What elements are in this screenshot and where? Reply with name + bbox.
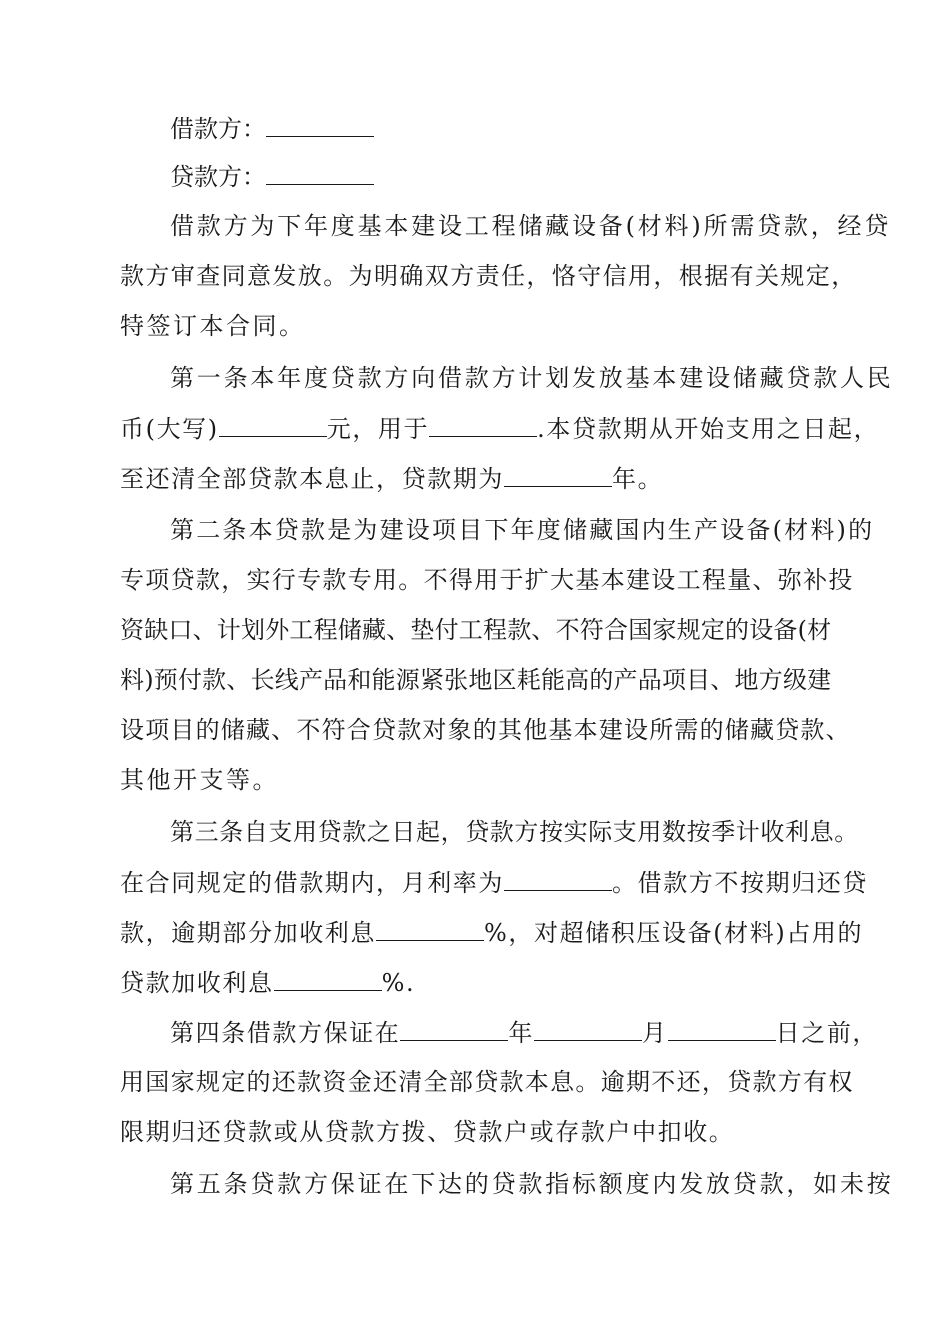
article1-line-3 — [120, 462, 663, 495]
article2-line-2: 专项贷款，实行专款专用。不得用于扩大基本建设工程量、弥补投 — [120, 566, 854, 594]
article1-l2-b: 元，用于 — [326, 415, 430, 443]
article3-line-3 — [120, 916, 863, 949]
article3-l2-a: 在合同规定的借款期内，月利率为 — [120, 869, 504, 897]
overdue-rate-blank[interactable] — [376, 916, 484, 941]
article3-l4-a: 贷款加收利息 — [120, 969, 274, 997]
article2-line-5: 设项目的储藏、不符合贷款对象的其他基本建设所需的储藏贷款、 — [120, 716, 851, 744]
borrower-line — [170, 112, 374, 145]
article1-l2-a: 币(大写) — [120, 415, 219, 443]
article1-l2-c: .本贷款期从开始支用之日起， — [537, 415, 880, 443]
article5-line-1: 第五条贷款方保证在下达的贷款指标额度内发放贷款，如未按 — [170, 1170, 894, 1198]
loan-amount-blank[interactable] — [219, 412, 327, 437]
loan-purpose-blank[interactable] — [429, 412, 537, 437]
article2-line-4: 料)预付款、长线产品和能源紧张地区耗能高的产品项目、地方级建 — [120, 666, 832, 694]
overstock-rate-blank[interactable] — [274, 966, 382, 991]
borrower-label: 借款方： — [170, 115, 266, 143]
article4-l1-b: 年 — [508, 1019, 535, 1047]
repay-month-blank[interactable] — [534, 1016, 642, 1041]
preamble-line-1: 借款方为下年度基本建设工程储藏设备(材料)所需贷款，经贷 — [170, 212, 892, 240]
article1-l3-a: 至还清全部贷款本息止，贷款期为 — [120, 465, 504, 493]
article4-l1-c: 月 — [642, 1019, 668, 1047]
article4-line-1 — [170, 1016, 878, 1049]
article2-line-1: 第二条本贷款是为建设项目下年度储藏国内生产设备(材料)的 — [170, 516, 875, 544]
lender-blank[interactable] — [266, 160, 374, 185]
article4-line-3: 限期归还贷款或从贷款方拨、贷款户或存款户中扣收。 — [120, 1118, 735, 1146]
lender-line — [170, 160, 374, 193]
article1-line-1: 第一条本年度贷款方向借款方计划发放基本建设储藏贷款人民 — [170, 364, 894, 392]
article3-l4-b: %. — [381, 969, 416, 997]
article1-l3-b: 年。 — [612, 465, 664, 493]
borrower-blank[interactable] — [266, 112, 374, 137]
repay-year-blank[interactable] — [400, 1016, 508, 1041]
loan-term-blank[interactable] — [504, 462, 612, 487]
article4-l1-a: 第四条借款方保证在 — [170, 1019, 401, 1047]
article3-l2-b: 。借款方不按期归还贷 — [612, 869, 868, 897]
article3-line-1: 第三条自支用贷款之日起，贷款方按实际支用数按季计收利息。 — [170, 818, 859, 846]
article1-line-2 — [120, 412, 879, 445]
article2-line-6: 其他开支等。 — [120, 766, 279, 794]
article4-line-2: 用国家规定的还款资金还清全部贷款本息。逾期不还，贷款方有权 — [120, 1068, 854, 1096]
article3-l3-b: %，对超储积压设备(材料)占用的 — [484, 919, 864, 947]
preamble-line-3: 特签订本合同。 — [120, 312, 306, 340]
lender-label: 贷款方： — [170, 163, 266, 191]
monthly-rate-blank[interactable] — [504, 866, 612, 891]
preamble-line-2: 款方审查同意发放。为明确双方责任，恪守信用，根据有关规定， — [120, 262, 857, 290]
article3-l3-a: 款，逾期部分加收利息 — [120, 919, 376, 947]
article3-line-4 — [120, 966, 415, 999]
article4-l1-d: 日之前， — [775, 1019, 879, 1047]
article3-line-2 — [120, 866, 868, 899]
article2-line-3: 资缺口、计划外工程储藏、垫付工程款、不符合国家规定的设备(材 — [120, 616, 832, 644]
repay-day-blank[interactable] — [668, 1016, 776, 1041]
